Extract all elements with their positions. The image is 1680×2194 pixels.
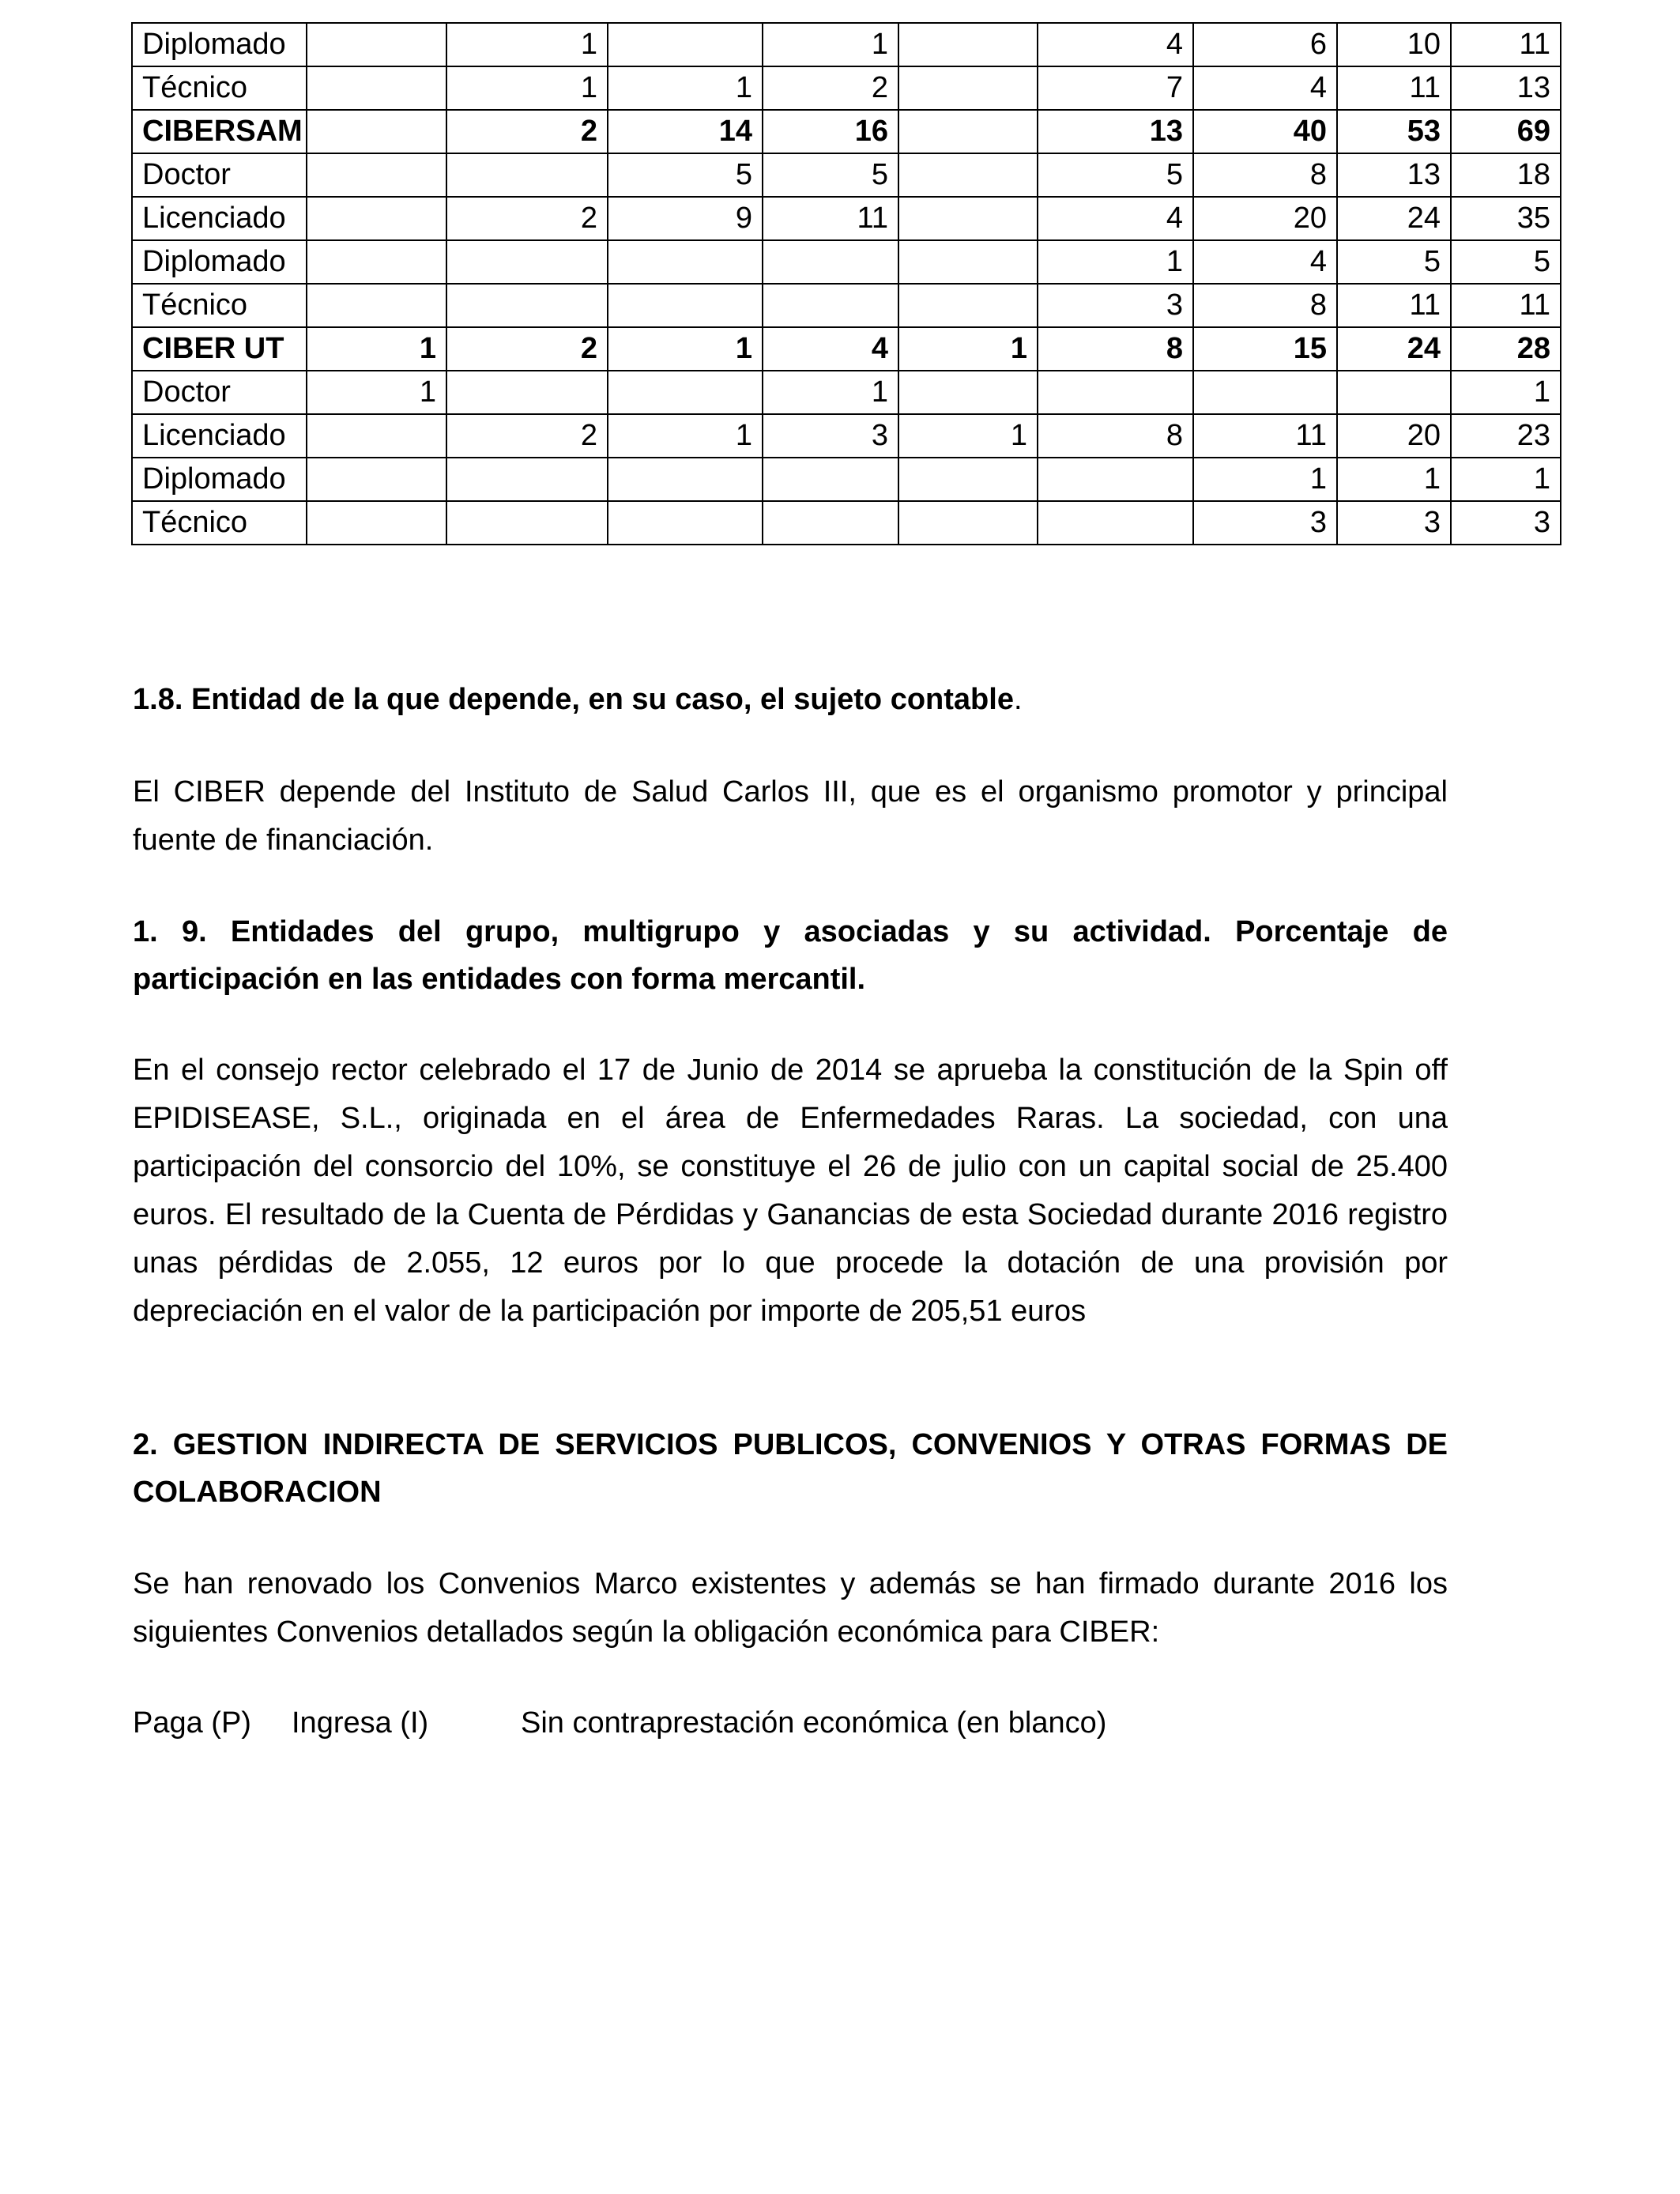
section-2-heading: 2. GESTION INDIRECTA DE SERVICIOS PUBLICOS, CONVENIOS Y OTRAS FORMAS DE COLABORACION [133,1428,1448,1509]
value-cell [898,240,1038,284]
value-cell: 40 [1193,110,1337,153]
value-cell: 5 [1038,153,1193,197]
value-cell: 1 [608,327,763,371]
value-cell: 20 [1337,414,1451,458]
value-cell: 11 [1193,414,1337,458]
value-cell [446,284,608,327]
value-cell [608,371,763,414]
value-cell: 5 [763,153,898,197]
value-cell [898,197,1038,240]
value-cell [898,23,1038,66]
value-cell: 1 [1451,371,1561,414]
value-cell: 24 [1337,327,1451,371]
value-cell [1038,371,1193,414]
table-row [132,197,1561,240]
value-cell: 5 [1451,240,1561,284]
value-cell: 2 [446,414,608,458]
value-cell: 8 [1193,153,1337,197]
value-cell: 11 [1451,23,1561,66]
value-cell: 1 [608,414,763,458]
value-cell [763,458,898,501]
value-cell: 4 [1038,23,1193,66]
value-cell: 69 [1451,110,1561,153]
value-cell: 2 [446,197,608,240]
staff-table-body [132,23,1561,545]
value-cell [307,414,446,458]
value-cell [1193,371,1337,414]
legend-no-consideration: Sin contraprestación económica (en blanco) [521,1706,1107,1740]
table-row [132,501,1561,545]
value-cell: 11 [1337,284,1451,327]
legend-receives: Ingresa (I) [292,1706,429,1740]
value-cell [446,240,608,284]
value-cell: 13 [1451,66,1561,110]
value-cell [763,240,898,284]
value-cell [307,66,446,110]
value-cell: 1 [1451,458,1561,501]
row-label-cell: Diplomado [132,23,307,66]
value-cell: 3 [1337,501,1451,545]
value-cell [307,240,446,284]
row-label-cell: Licenciado [132,197,307,240]
table-row [132,23,1561,66]
table-group-row [132,327,1561,371]
value-cell: 11 [1337,66,1451,110]
value-cell: 4 [763,327,898,371]
value-cell: 24 [1337,197,1451,240]
section-2-body: Se han renovado los Convenios Marco existentes y además se han firmado durante 2016 los siguientes Convenios detallados según la obligación económica para CIBER: [133,1567,1448,1649]
value-cell [307,110,446,153]
value-cell: 3 [1451,501,1561,545]
row-label-cell: Doctor [132,153,307,197]
value-cell: 4 [1193,66,1337,110]
value-cell [608,458,763,501]
value-cell: 1 [898,327,1038,371]
value-cell: 35 [1451,197,1561,240]
value-cell: 13 [1337,153,1451,197]
value-cell: 4 [1193,240,1337,284]
value-cell: 14 [608,110,763,153]
value-cell [1038,458,1193,501]
value-cell: 1 [898,414,1038,458]
value-cell [446,371,608,414]
value-cell: 8 [1038,414,1193,458]
value-cell [608,284,763,327]
value-cell [898,110,1038,153]
value-cell: 53 [1337,110,1451,153]
value-cell [446,501,608,545]
table-row [132,284,1561,327]
value-cell [307,458,446,501]
value-cell [608,501,763,545]
row-label-cell: Técnico [132,284,307,327]
table-row [132,66,1561,110]
value-cell [898,501,1038,545]
section-1-9-body: En el consejo rector celebrado el 17 de Junio de 2014 se aprueba la constitución de la Spin off EPIDISEASE, S.L., originada en el área de Enfermedades Raras. La sociedad, con una participación del consorcio del 10%, se constituye el 26 de julio con un capital social de 25.400 euros. El resultado de la Cuenta de Pérdidas y Ganancias de esta Sociedad durante 2016 registro unas pérdidas de 2.055, 12 euros por lo que procede la dotación de una provisión por depreciación en el valor de la participación por importe de 205,51 euros [133,1054,1448,1328]
value-cell: 1 [446,23,608,66]
value-cell: 20 [1193,197,1337,240]
value-cell: 23 [1451,414,1561,458]
value-cell: 3 [763,414,898,458]
value-cell: 11 [763,197,898,240]
value-cell: 8 [1193,284,1337,327]
value-cell [307,153,446,197]
value-cell [307,284,446,327]
value-cell [1337,371,1451,414]
value-cell [898,66,1038,110]
value-cell [307,23,446,66]
value-cell: 1 [763,371,898,414]
row-label-cell: Diplomado [132,240,307,284]
value-cell: 11 [1451,284,1561,327]
value-cell: 9 [608,197,763,240]
table-row [132,153,1561,197]
value-cell: 1 [1038,240,1193,284]
value-cell [763,501,898,545]
value-cell: 1 [1193,458,1337,501]
value-cell: 16 [763,110,898,153]
value-cell: 1 [307,327,446,371]
value-cell: 1 [608,66,763,110]
value-cell [898,371,1038,414]
value-cell [898,284,1038,327]
value-cell [446,458,608,501]
value-cell [763,284,898,327]
row-label-cell: Técnico [132,501,307,545]
value-cell: 7 [1038,66,1193,110]
value-cell: 5 [1337,240,1451,284]
section-1-9-heading: 1. 9. Entidades del grupo, multigrupo y asociadas y su actividad. Porcentaje de participación en las entidades con forma mercantil. [133,915,1448,996]
value-cell [1038,501,1193,545]
row-label-cell: Técnico [132,66,307,110]
value-cell [608,240,763,284]
row-label-cell: Doctor [132,371,307,414]
section-1-8-body: El CIBER depende del Instituto de Salud Carlos III, que es el organismo promotor y principal fuente de financiación. [133,775,1448,857]
table-row [132,371,1561,414]
row-label-cell: Licenciado [132,414,307,458]
value-cell: 6 [1193,23,1337,66]
section-1-8-heading: 1.8. Entidad de la que depende, en su caso, el sujeto contable. [133,683,1023,716]
row-label-cell: CIBER UT [132,327,307,371]
value-cell: 8 [1038,327,1193,371]
legend-pays: Paga (P) [133,1706,251,1740]
value-cell: 28 [1451,327,1561,371]
value-cell: 18 [1451,153,1561,197]
value-cell: 1 [763,23,898,66]
value-cell [608,23,763,66]
value-cell [307,197,446,240]
value-cell [898,458,1038,501]
value-cell: 15 [1193,327,1337,371]
value-cell: 13 [1038,110,1193,153]
value-cell: 3 [1193,501,1337,545]
value-cell: 1 [1337,458,1451,501]
value-cell: 5 [608,153,763,197]
table-row [132,240,1561,284]
value-cell [446,153,608,197]
value-cell: 3 [1038,284,1193,327]
value-cell: 1 [307,371,446,414]
table-row [132,458,1561,501]
value-cell: 2 [763,66,898,110]
value-cell: 1 [446,66,608,110]
row-label-cell: Diplomado [132,458,307,501]
value-cell: 4 [1038,197,1193,240]
row-label-cell: CIBERSAM [132,110,307,153]
table-row [132,414,1561,458]
value-cell: 2 [446,327,608,371]
value-cell [898,153,1038,197]
value-cell: 10 [1337,23,1451,66]
staff-table [131,22,1561,545]
value-cell: 2 [446,110,608,153]
value-cell [307,501,446,545]
table-group-row [132,110,1561,153]
